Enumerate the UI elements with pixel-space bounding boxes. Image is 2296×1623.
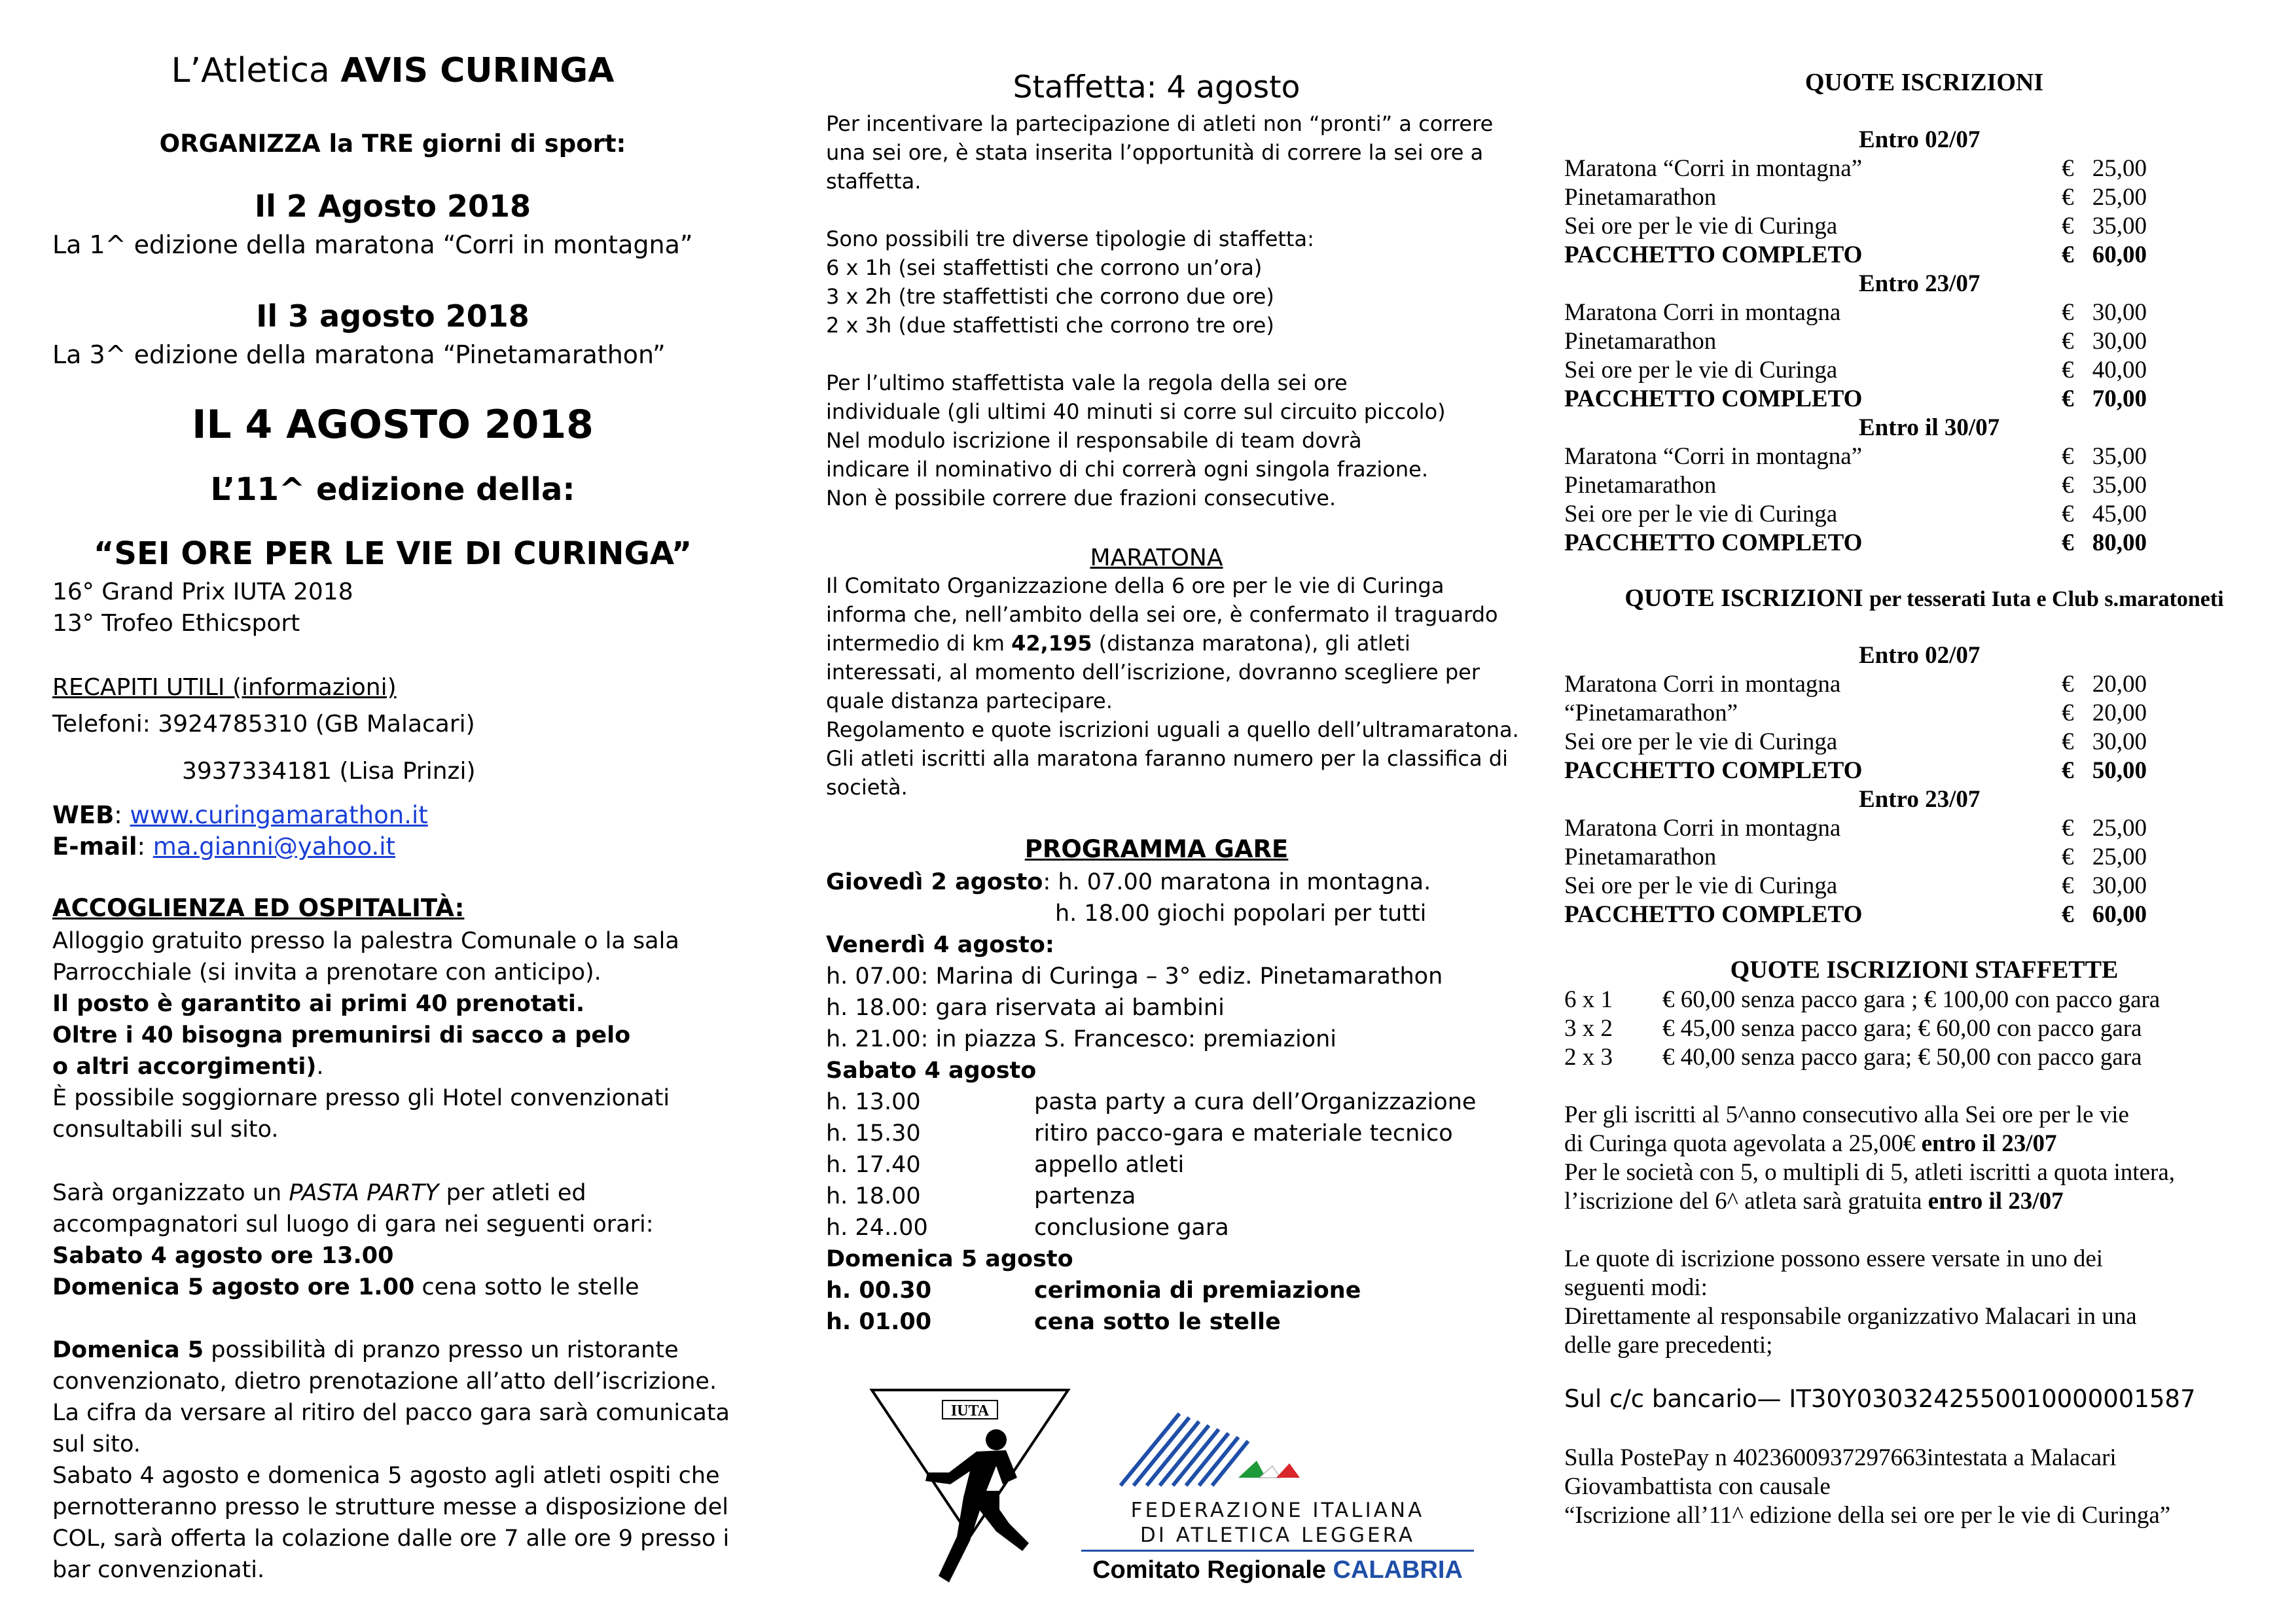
agevolata-line-3: Per le società con 5, o multipli di 5, atleti iscritti a quota intera, [1564,1159,2175,1186]
euro-sign: € [2062,501,2074,527]
maratona-line-3: intermedio di km 42,195 (distanza maratona), gli atleti [826,631,1410,656]
euro-sign: € [2062,357,2074,383]
staffetta-format: 3 x 2 [1564,1015,1613,1042]
price-row [1564,814,2219,843]
price-item: PACCHETTO COMPLETO [1564,757,1863,784]
price-item: Sei ore per le vie di Curinga [1564,213,1838,240]
price-row [1564,500,2219,529]
price-amount: 25,00 [2092,844,2147,870]
schedule-time: h. 18.00 [826,1183,921,1209]
price-item: Sei ore per le vie di Curinga [1564,357,1838,383]
price-row [1564,670,2219,699]
sabato-heading: Sabato 4 agosto [826,1058,1037,1084]
hosp-line-2: Parrocchiale (si invita a prenotare con anticipo). [52,959,601,986]
price-row [1564,901,2219,929]
schedule-desc: cena sotto le stelle [1034,1309,1281,1335]
price-amount: 25,00 [2092,184,2147,211]
domenica-line-7: COL, sarà offerta la colazione dalle ore 7 alle ore 9 presso i [52,1525,730,1552]
price-item: Pinetamarathon [1564,844,1717,870]
price-item: Maratona Corri in montagna [1564,815,1841,842]
quote-iuta-title: QUOTE ISCRIZIONI per tesserati Iuta e Club s.maratoneti [1624,584,2224,612]
price-item: Sei ore per le vie di Curinga [1564,728,1838,755]
hosp-line-4: Oltre i 40 bisogna premunirsi di sacco a pelo [52,1022,631,1048]
euro-sign: € [2062,815,2074,842]
euro-sign: € [2062,184,2074,211]
price-item: Maratona Corri in montagna [1564,671,1841,698]
euro-sign: € [2062,472,2074,499]
fidal-mark [1081,1400,1474,1492]
staffetta-line-3: staffetta. [826,169,922,194]
postepay-line-1: Sulla PostePay n 4023600937297663intestata a Malacari [1564,1444,2117,1471]
euro-sign: € [2062,529,2074,556]
venerdi-line-1: h. 07.00: Marina di Curinga – 3° ediz. Pinetamarathon [826,963,1443,990]
fidal-divider [1081,1550,1474,1552]
quote-title: QUOTE ISCRIZIONI [1804,69,2044,96]
price-amount: 70,00 [2092,385,2147,412]
fidal-line-2: DI ATLETICA LEGGERA [1139,1524,1416,1547]
price-row [1564,212,2219,241]
pasta-line-4: Domenica 5 agosto ore 1.00 cena sotto le stelle [52,1274,639,1300]
price-item: Sei ore per le vie di Curinga [1564,501,1838,527]
price-row [1564,298,2219,327]
domenica-heading: Domenica 5 agosto [826,1246,1073,1272]
euro-sign: € [2062,671,2074,698]
payment-line-3: Direttamente al responsabile organizzativo Malacari in una [1564,1303,2137,1330]
agevolata-line-2: di Curinga quota agevolata a 25,00€ entro il 23/07 [1564,1130,2057,1157]
price-item: Maratona “Corri in montagna” [1564,155,1863,182]
hosp-line-5: o altri accorgimenti). [52,1054,324,1080]
price-item: Pinetamarathon [1564,472,1717,499]
euro-sign: € [2062,328,2074,355]
schedule-time: h. 15.30 [826,1120,921,1147]
price-item: Maratona Corri in montagna [1564,299,1841,326]
price-row [1564,843,2219,872]
price-amount: 30,00 [2092,872,2147,899]
price-row [1564,757,2219,785]
staffetta-line-8: Per l’ultimo staffettista vale la regola della sei ore [826,370,1348,395]
email-line: E-mail: ma.gianni@yahoo.it [52,832,396,861]
staffetta-line-10: Nel modulo iscrizione il responsabile di team dovrà [826,428,1362,453]
price-amount: 35,00 [2092,472,2147,499]
agevolata-line-4: l’iscrizione del 6^ atleta sarà gratuita entro il 23/07 [1564,1188,2064,1215]
middle-panel [826,0,1519,1623]
iuta-logo-graphic [865,1386,1075,1596]
trofeo: 13° Trofeo Ethicsport [52,610,300,637]
staffetta-price: € 60,00 senza pacco gara ; € 100,00 con pacco gara [1662,986,2161,1013]
maratona-line-7: Gli atleti iscritti alla maratona faranno numero per la classifica di [826,746,1508,771]
price-row [1564,154,2219,183]
postepay-line-3: “Iscrizione all’11^ edizione della sei ore per le vie di Curinga” [1564,1502,2171,1529]
fidal-logo [1081,1400,1474,1597]
price-item: “Pinetamarathon” [1564,700,1738,726]
price-row [1564,442,2219,471]
price-item: Pinetamarathon [1564,184,1717,211]
maratona-line-6: Regolamento e quote iscrizioni uguali a quello dell’ultramaratona. [826,717,1519,742]
schedule-time: h. 17.40 [826,1152,921,1178]
schedule-time: h. 24..00 [826,1215,928,1241]
euro-sign: € [2062,155,2074,182]
euro-sign: € [2062,901,2074,928]
staffetta-line-12: Non è possibile correre due frazioni consecutive. [826,486,1336,510]
staffetta-line-7: 2 x 3h (due staffettisti che corrono tre ore) [826,313,1274,338]
staffetta-line-11: indicare il nominativo di chi correrà ogni singola frazione. [826,457,1429,482]
hosp-line-6: È possibile soggiornare presso gli Hotel convenzionati [52,1085,670,1111]
schedule-desc: appello atleti [1034,1152,1185,1178]
period-heading: Entro 23/07 [1859,786,1981,813]
euro-sign: € [2062,443,2074,470]
title: L’Atletica AVIS CURINGA [171,51,615,90]
contacts-heading: RECAPITI UTILI (informazioni) [52,674,397,701]
right-panel [1564,0,2284,1623]
giovedi-line: Giovedì 2 agosto: h. 07.00 maratona in montagna. [826,869,1431,895]
iuta-logo [865,1386,1075,1596]
maratona-line-1: Il Comitato Organizzazione della 6 ore per le vie di Curinga [826,573,1444,598]
price-amount: 60,00 [2092,241,2147,268]
price-amount: 60,00 [2092,901,2147,928]
price-row [1564,872,2219,901]
price-item: PACCHETTO COMPLETO [1564,529,1863,556]
domenica-line-3: La cifra da versare al ritiro del pacco gara sarà comunicata [52,1400,730,1426]
staffetta-format: 6 x 1 [1564,986,1613,1013]
day1-desc: La 1^ edizione della maratona “Corri in montagna” [52,230,693,259]
iuta-label: IUTA [950,1402,990,1419]
hosp-line-3: Il posto è garantito ai primi 40 prenotati. [52,991,585,1017]
price-row [1564,183,2219,212]
staffetta-price: € 45,00 senza pacco gara; € 60,00 con pacco gara [1662,1015,2142,1042]
left-panel [52,0,733,1623]
schedule-desc: conclusione gara [1034,1215,1229,1241]
payment-line-1: Le quote di iscrizione possono essere versate in uno dei [1564,1245,2104,1272]
venerdi-heading: Venerdì 4 agosto: [826,932,1054,958]
schedule-time: h. 13.00 [826,1089,921,1115]
price-item: PACCHETTO COMPLETO [1564,385,1863,412]
schedule-time: h. 01.00 [826,1309,932,1335]
euro-sign: € [2062,299,2074,326]
web-link[interactable]: www.curingamarathon.it [130,801,428,829]
euro-sign: € [2062,385,2074,412]
maratona-line-4: interessati, al momento dell’iscrizione, dovranno scegliere per [826,660,1480,685]
staffetta-line-4: Sono possibili tre diverse tipologie di staffetta: [826,226,1314,251]
staffetta-line-2: una sei ore, è stata inserita l’opportunità di correre la sei ore a [826,140,1484,165]
price-row [1564,241,2219,270]
staffetta-line-6: 3 x 2h (tre staffettisti che corrono due ore) [826,284,1274,309]
staffetta-price: € 40,00 senza pacco gara; € 50,00 con pacco gara [1662,1044,2142,1071]
price-row [1564,728,2219,757]
grand-prix: 16° Grand Prix IUTA 2018 [52,579,353,605]
hosp-line-1: Alloggio gratuito presso la palestra Comunale o la sala [52,928,679,954]
schedule-desc: partenza [1034,1183,1136,1209]
hosp-line-7: consultabili sul sito. [52,1116,279,1143]
domenica-line-8: bar convenzionati. [52,1557,265,1583]
domenica-line-1: Domenica 5 possibilità di pranzo presso un ristorante [52,1337,679,1363]
price-amount: 25,00 [2092,155,2147,182]
phone-1: Telefoni: 3924785310 (GB Malacari) [52,711,475,738]
price-item: Pinetamarathon [1564,328,1717,355]
price-item: Maratona “Corri in montagna” [1564,443,1863,470]
schedule-desc: pasta party a cura dell’Organizzazione [1034,1089,1477,1115]
staffette-title: QUOTE ISCRIZIONI STAFFETTE [1730,956,2119,984]
staffetta-line-1: Per incentivare la partecipazione di atleti non “pronti” a correre [826,111,1494,136]
price-item: Sei ore per le vie di Curinga [1564,872,1838,899]
price-row [1564,471,2219,500]
edition-line: L’11^ edizione della: [210,471,575,508]
euro-sign: € [2062,213,2074,240]
price-amount: 30,00 [2092,299,2147,326]
email-link[interactable]: ma.gianni@yahoo.it [152,832,396,861]
event-name: “SEI ORE PER LE VIE DI CURINGA” [93,535,692,572]
price-amount: 30,00 [2092,328,2147,355]
price-amount: 20,00 [2092,671,2147,698]
price-row [1564,327,2219,356]
price-amount: 25,00 [2092,815,2147,842]
domenica-line-4: sul sito. [52,1431,141,1457]
day3-date: IL 4 AGOSTO 2018 [192,402,594,448]
price-item: PACCHETTO COMPLETO [1564,901,1863,928]
staffetta-format: 2 x 3 [1564,1044,1613,1071]
euro-sign: € [2062,872,2074,899]
venerdi-line-2: h. 18.00: gara riservata ai bambini [826,995,1225,1021]
period-heading: Entro 02/07 [1859,642,1981,669]
price-amount: 80,00 [2092,529,2147,556]
price-amount: 50,00 [2092,757,2147,784]
price-amount: 45,00 [2092,501,2147,527]
pasta-line-2: accompagnatori sul luogo di gara nei seguenti orari: [52,1211,654,1238]
fidal-line-1: FEDERAZIONE ITALIANA [1130,1499,1425,1522]
web-line: WEB: www.curingamarathon.it [52,801,428,829]
hospitality-heading: ACCOGLIENZA ED OSPITALITÀ: [52,894,465,922]
schedule-time: h. 00.30 [826,1277,932,1304]
period-heading: Entro 23/07 [1859,270,1981,297]
euro-sign: € [2062,241,2074,268]
euro-sign: € [2062,728,2074,755]
schedule-desc: cerimonia di premiazione [1034,1277,1361,1304]
payment-line-2: seguenti modi: [1564,1274,1708,1301]
euro-sign: € [2062,700,2074,726]
fidal-line-3: Comitato Regionale CALABRIA [1092,1556,1463,1584]
price-amount: 35,00 [2092,443,2147,470]
agevolata-line-1: Per gli iscritti al 5^anno consecutivo alla Sei ore per le vie [1564,1101,2129,1128]
phone-2: 3937334181 (Lisa Prinzi) [182,758,476,785]
staffetta-title: Staffetta: 4 agosto [1013,69,1300,105]
organizza-line: ORGANIZZA la TRE giorni di sport: [159,130,626,158]
staffetta-line-9: individuale (gli ultimi 40 minuti si corre sul circuito piccolo) [826,399,1446,424]
day2-desc: La 3^ edizione della maratona “Pinetamarathon” [52,340,666,369]
price-row [1564,356,2219,385]
period-heading: Entro il 30/07 [1859,414,2000,441]
maratona-line-5: quale distanza partecipare. [826,688,1113,713]
period-heading: Entro 02/07 [1859,126,1981,153]
domenica-line-6: pernotteranno presso le strutture messe a disposizione del [52,1494,728,1520]
postepay-line-2: Giovambattista con causale [1564,1473,1831,1500]
giovedi-line-2: h. 18.00 giochi popolari per tutti [1055,901,1427,927]
maratona-title: MARATONA [1090,544,1223,571]
pasta-line-3: Sabato 4 agosto ore 13.00 [52,1243,394,1269]
euro-sign: € [2062,844,2074,870]
maratona-line-2: informa che, nell’ambito della sei ore, è confermato il traguardo [826,602,1498,627]
price-amount: 30,00 [2092,728,2147,755]
price-amount: 40,00 [2092,357,2147,383]
price-item: PACCHETTO COMPLETO [1564,241,1863,268]
day1-date: Il 2 Agosto 2018 [254,188,531,224]
venerdi-line-3: h. 21.00: in piazza S. Francesco: premiazioni [826,1026,1336,1052]
programma-title: PROGRAMMA GARE [1024,835,1289,863]
domenica-line-5: Sabato 4 agosto e domenica 5 agosto agli atleti ospiti che [52,1463,720,1489]
payment-line-4: delle gare precedenti; [1564,1332,1773,1359]
day2-date: Il 3 agosto 2018 [256,298,529,334]
price-amount: 20,00 [2092,700,2147,726]
schedule-desc: ritiro pacco-gara e materiale tecnico [1034,1120,1453,1147]
euro-sign: € [2062,757,2074,784]
price-row [1564,699,2219,728]
staffetta-line-5: 6 x 1h (sei staffettisti che corrono un’ora) [826,255,1263,280]
iban-line: Sul c/c bancario— IT30Y0303242550010000001587 [1564,1385,2196,1413]
price-amount: 35,00 [2092,213,2147,240]
maratona-line-8: società. [826,775,908,800]
price-row [1564,529,2219,558]
pasta-line-1: Sarà organizzato un PASTA PARTY per atleti ed [52,1180,586,1206]
domenica-line-2: convenzionato, dietro prenotazione all’atto dell’iscrizione. [52,1368,717,1395]
price-row [1564,385,2219,414]
